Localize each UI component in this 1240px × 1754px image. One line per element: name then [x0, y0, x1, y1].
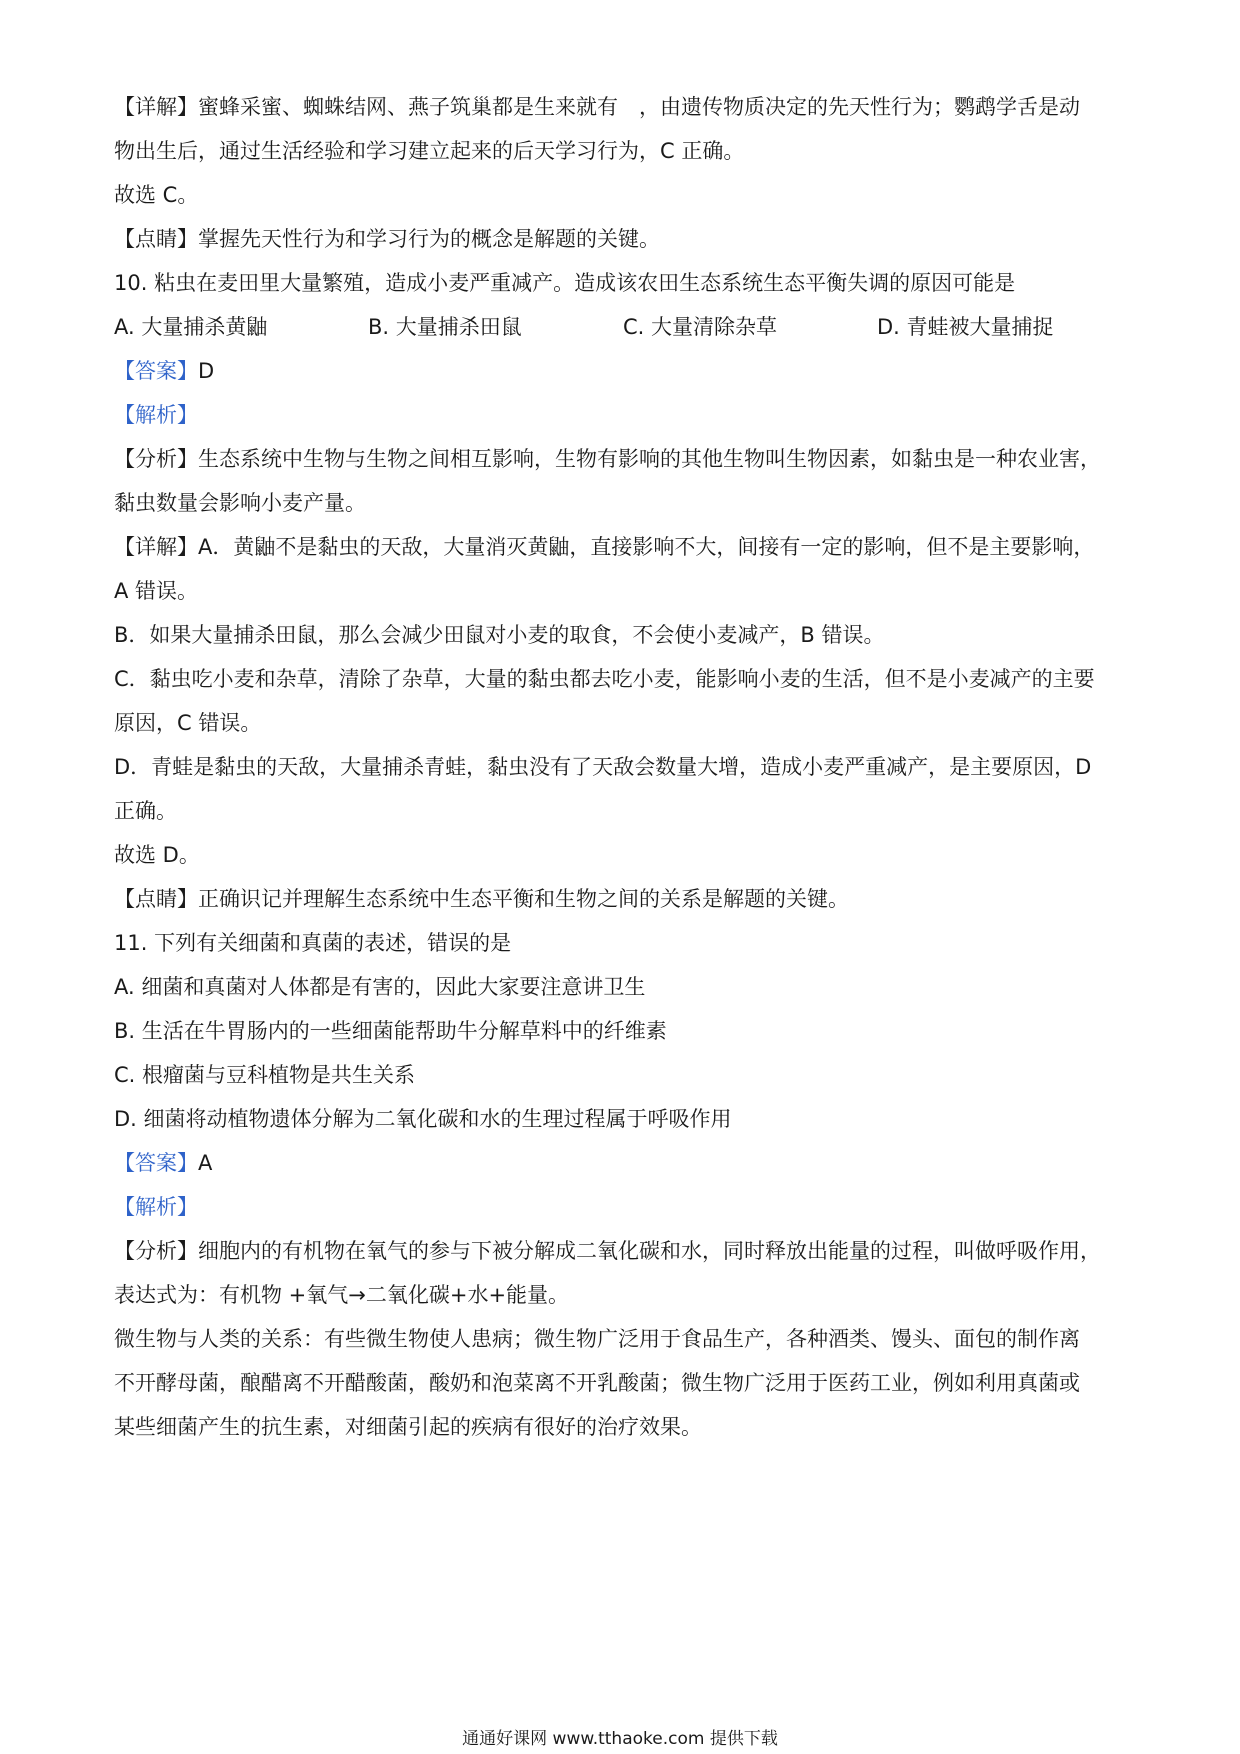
answer-value: A	[198, 1151, 213, 1175]
question-10: 10. 粘虫在麦田里大量繁殖，造成小麦严重减产。造成该农田生态系统生态平衡失调的原因可能是	[114, 271, 1016, 295]
text-line: 【详解】蜜蜂采蜜、蜘蛛结网、燕子筑巢都是生来就有 ，由遗传物质决定的先天性行为；鹦鹉学舌是动	[114, 95, 1080, 119]
answer-label: 【答案】	[114, 1151, 198, 1175]
text-line: 某些细菌产生的抗生素，对细菌引起的疾病有很好的治疗效果。	[114, 1415, 702, 1439]
text-line: A 错误。	[114, 579, 199, 603]
option-a: A. 大量捕杀黄鼬	[114, 315, 268, 339]
option-b: B. 大量捕杀田鼠	[368, 315, 522, 339]
analysis-label: 【解析】	[114, 1195, 198, 1219]
option-d: D. 细菌将动植物遗体分解为二氧化碳和水的生理过程属于呼吸作用	[114, 1107, 732, 1131]
text-line: 【点睛】掌握先天性行为和学习行为的概念是解题的关键。	[114, 227, 660, 251]
option-c: C. 大量清除杂草	[623, 315, 778, 339]
text-line: 黏虫数量会影响小麦产量。	[114, 491, 366, 515]
text-line: 【分析】细胞内的有机物在氧气的参与下被分解成二氧化碳和水，同时释放出能量的过程，叫做呼吸作用，	[114, 1239, 1101, 1263]
text-line: 正确。	[114, 799, 177, 823]
answer-10	[114, 356, 214, 386]
question-11: 11. 下列有关细菌和真菌的表述，错误的是	[114, 931, 512, 955]
text-line: B．如果大量捕杀田鼠，那么会减少田鼠对小麦的取食，不会使小麦减产，B 错误。	[114, 623, 885, 647]
text-line: 物出生后，通过生活经验和学习建立起来的后天学习行为，C 正确。	[114, 139, 745, 163]
text-line: 【详解】A．黄鼬不是黏虫的天敌，大量消灭黄鼬，直接影响不大，间接有一定的影响，但不是主要影响，	[114, 535, 1095, 559]
text-line: 不开酵母菌，酿醋离不开醋酸菌，酸奶和泡菜离不开乳酸菌；微生物广泛用于医药工业，例如利用真菌或	[114, 1371, 1080, 1395]
text-line: 【分析】生态系统中生物与生物之间相互影响，生物有影响的其他生物叫生物因素，如黏虫是一种农业害，	[114, 447, 1101, 471]
text-line: 表达式为：有机物 +氧气→二氧化碳+水+能量。	[114, 1283, 570, 1307]
text-line: 微生物与人类的关系：有些微生物使人患病；微生物广泛用于食品生产，各种酒类、馒头、面包的制作离	[114, 1327, 1080, 1351]
option-d: D. 青蛙被大量捕捉	[877, 315, 1054, 339]
question-10-options	[114, 312, 1134, 342]
option-b: B. 生活在牛胃肠内的一些细菌能帮助牛分解草料中的纤维素	[114, 1019, 667, 1043]
answer-value: D	[198, 359, 215, 383]
option-a: A. 细菌和真菌对人体都是有害的，因此大家要注意讲卫生	[114, 975, 646, 999]
text-line: 原因，C 错误。	[114, 711, 262, 735]
text-line: 【点睛】正确识记并理解生态系统中生态平衡和生物之间的关系是解题的关键。	[114, 887, 849, 911]
option-c: C. 根瘤菌与豆科植物是共生关系	[114, 1063, 416, 1087]
page-footer: 通通好课网 www.tthaoke.com 提供下载	[462, 1729, 778, 1749]
analysis-label: 【解析】	[114, 403, 198, 427]
text-line: C．黏虫吃小麦和杂草，清除了杂草，大量的黏虫都去吃小麦，能影响小麦的生活，但不是小麦减产的主要	[114, 667, 1095, 691]
text-line: D．青蛙是黏虫的天敌，大量捕杀青蛙，黏虫没有了天敌会数量大增，造成小麦严重减产，是主要原因，D	[114, 755, 1092, 779]
answer-11	[114, 1148, 212, 1178]
text-line: 故选 C。	[114, 183, 199, 207]
answer-label: 【答案】	[114, 359, 198, 383]
text-line: 故选 D。	[114, 843, 200, 867]
